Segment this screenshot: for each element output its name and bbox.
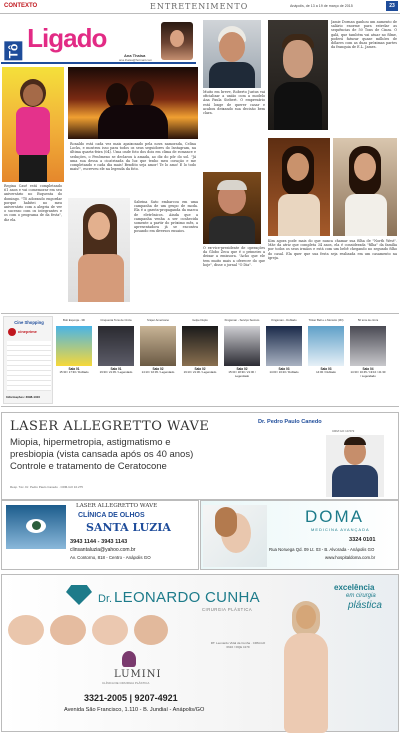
times: 14:10 / 16:45 / Legendado (141, 370, 175, 375)
story-sabrina: Sabrina Sato embarcou em uma campanha de um grupo de moda. Ela é a garota-propaganda da marca de eletrônicos. Ainda que a campanha venha a ser conhecida somente a partir do próximo mês, a apresentadora já se encontra posando em diversos ensaios. (134, 200, 198, 234)
page-number: 23 (386, 1, 398, 11)
eye-photo (6, 505, 66, 549)
ad-laser-footer: Resp. Téc. Dr. Pedro Paulo Canedo · CRM-GO 10.275 (10, 485, 83, 489)
story-globo-exec: O ex-vice-presidente de operações da Globo Zeca que é o primeiro a deixar a emissora. "Acho que ele tem muito mais a oferecer do que hoje", disse o jornal "O Dia". (203, 246, 265, 267)
story-dornan: Jamie Dornan ganhou um aumento de salário enorme para estrelar as sequências de 50 Tons de Cinza. O galã, que também vai atuar no filme, poderá faturar quase milhões de dólares com as duas próximas partes da franquia de E.L. James. (331, 20, 397, 50)
page-header (0, 0, 400, 14)
story-ronaldo: Ronaldo está cada vez mais apaixonado pela nova namorada, Celina Locks, e mostrou isso para todos os seus seguidores do Instagram, na última quarta-feira (04). Uma onde foto dos dois em clima de romance e seduções, o Fenômeno se declarou à amada, ao diz do pôr do sol. "Já uma sua dessa a cicatrizada da luz que tenho meu coração e me completando e cada dia mais! Bendito seja amor! Te lo amo! E lo todo mais!", escreveu ele na legenda da foto. (70, 142, 196, 172)
movie-showtime (182, 368, 218, 375)
skin-photo-strip (8, 615, 168, 645)
movie-showtime (140, 368, 176, 375)
sala-number: Sala 03 (278, 367, 290, 371)
ad-clinica-address: Av. Contorno, 818 - Centro - Anápolis GO (70, 555, 151, 560)
sala-number: Sala 04 (362, 367, 374, 371)
ad-cunha-resp: RT: Leonardo Vidal da Cunha · CRM-GO 6616 / RQE 4179 (210, 641, 266, 649)
movie-title: Kingsman - Dublado (271, 318, 297, 322)
column-title-ligado: Ligado (27, 23, 107, 53)
ad-cunha-tag3: plástica (348, 600, 382, 611)
newspaper-logo: CONTEXTO (4, 3, 38, 9)
times: 14:00 / 16:20 / Dublado (269, 370, 299, 375)
ad-laser-line3: Controle e tratamento de Ceratocone (10, 461, 167, 472)
movie-title: Sniper Americano (146, 318, 170, 322)
movie-showtime (98, 368, 134, 375)
movie-showtime (266, 368, 302, 375)
movie-poster[interactable] (56, 326, 92, 366)
cinema-brand-sub: cineprime (18, 329, 37, 334)
ad-leonardo-cunha[interactable] (1, 574, 399, 732)
ad-doma[interactable] (200, 500, 399, 570)
section-title: ENTRETENIMENTO (150, 2, 249, 11)
times: 14:00 / Dublado (316, 370, 336, 375)
author-email: ana.thaisa@hotmail.com (119, 58, 153, 62)
ad-clinica-name: SANTA LUZIA (86, 521, 171, 534)
edition-date: Anápolis, de 13 a 19 de março de 2015 (290, 4, 353, 8)
model-photo (270, 599, 350, 733)
times: 19:10 / 21:30 / Legendado (183, 370, 217, 375)
ad-cunha-address: Avenida São Francisco, 1.110 - B. Jundiaí - Anápolis/GO (64, 707, 205, 713)
movie-title: Cinquenta Tons de Cinza (100, 318, 132, 322)
photo-globo-exec (203, 172, 261, 244)
movie-poster[interactable] (140, 326, 176, 366)
doctor-photo (326, 435, 384, 497)
ad-clinica-email: clinsantaluzia@yahoo.com.br (70, 547, 136, 553)
photo-justus (203, 20, 261, 88)
ad-laser-line1: Miopia, hipermetropia, astigmatismo e (10, 437, 171, 448)
woman-profile-photo (203, 505, 267, 567)
author-photo (161, 22, 193, 60)
ad-laser-allegretto[interactable] (1, 412, 399, 500)
ad-cunha-clinic-sub: CLÍNICA DE CIRURGIA PLÁSTICA (102, 681, 150, 685)
ad-cunha-prefix: Dr. (98, 593, 113, 605)
sala-number: Sala 01 (110, 367, 122, 371)
movie-poster[interactable] (182, 326, 218, 366)
movie-title: Tinker Bell e o Monstro (3D) (308, 318, 344, 322)
ad-doma-phone: 3324 0101 (349, 537, 376, 543)
photo-kim-2 (333, 138, 397, 236)
photo-sabrina (68, 198, 130, 302)
sala-number: Sala 02 (236, 367, 248, 371)
times: 19:30 / 21:45 / Legendado (99, 370, 133, 375)
movie-poster[interactable] (98, 326, 134, 366)
lumini-logo-icon (122, 651, 136, 667)
sala-number: Sala 01 (68, 367, 80, 371)
movie-title: Golpe Duplo (192, 318, 208, 322)
ad-laser-line2: presbiopia (vista cansada após os 40 anos) (10, 449, 194, 460)
cinema-brand-name: Cine Shopping (14, 320, 44, 325)
cinema-ticket-table (7, 341, 51, 391)
ad-cunha-name: LEONARDO CUNHA (114, 589, 260, 606)
photo-ronaldo (68, 67, 198, 139)
ad-clinica-title: CLÍNICA DE OLHOS (78, 512, 145, 519)
movie-poster[interactable] (350, 326, 386, 366)
cineprime-logo-icon (8, 328, 16, 336)
ad-cunha-clinic: LUMINI (114, 669, 162, 680)
movie-showtime (224, 368, 260, 378)
sala-number: Sala 02 (194, 367, 206, 371)
photo-dornan (268, 20, 328, 130)
column-banner (1, 20, 196, 64)
times: 14:30 / 16:45 / 19:10 / 21:30 / Legendado (350, 370, 386, 378)
movie-poster[interactable] (224, 326, 260, 366)
photo-kim-1 (268, 138, 330, 236)
cinema-info: Informações: 3098-1310 (6, 395, 41, 399)
photo-regina (2, 67, 64, 182)
ad-cunha-phones: 3321-2005 | 9207-4921 (84, 693, 178, 703)
column-title (4, 23, 107, 59)
story-justus: Muito em breve, Roberto Justus vai oficializar a união com a modelo Ana Paula Siebert. O empresário está longe de querer casar e acabou deixando sua decisão bem clara. (203, 90, 265, 116)
ad-doma-brand: DOMA (305, 507, 364, 526)
times: 15:30 / 18:30 / 21:00 / Legendado (228, 370, 256, 378)
sala-number: Sala 03 (320, 367, 332, 371)
story-kim: Kim agora pode mais do que nunca chamar sua filha de "North West". Mãe da atriz que completa 34 anos, ela é considerada "filha" da família por todos os seus irmãos e está com um bebê chegando no segundo filho do casal. Ela quer que sua festa seja realizada em um casamento na igreja. (268, 239, 397, 260)
movie-title: 50 tons de cinza (357, 318, 379, 322)
ad-clinica-laser: LASER ALLEGRETTO WAVE (76, 503, 158, 509)
ad-cunha-sub: CIRURGIA PLÁSTICA (202, 607, 253, 612)
movie-showtime (350, 368, 386, 378)
story-regina: Regina Casé está completando 61 anos e vai comemorar em seu aniversário no Esquenta do domingo. "Tô adorando engordar porque habitei no meu aniversário com a alegria de ver o sucesso com os integrantes e os com o programa de da festa", diz ela. (4, 184, 62, 222)
movie-poster[interactable] (266, 326, 302, 366)
ad-doma-sub: MEDICINA AVANÇADA (311, 527, 370, 532)
ad-cunha-tag1: excelência (334, 583, 375, 592)
cinema-brand (3, 316, 53, 404)
movie-showtime (308, 368, 344, 375)
ad-doma-site: www.hospitaldoma.com.br (325, 555, 376, 560)
ad-clinica-phone: 3943 1144 - 3943 1143 (70, 539, 128, 545)
diamond-icon (66, 585, 92, 605)
sala-number: Sala 02 (152, 367, 164, 371)
times: 15:30 / 17:30 / Dublado (59, 370, 89, 375)
column-title-to: Tô (6, 43, 21, 59)
movie-title: Kingsman - Serviço Secreto (224, 318, 260, 322)
ad-clinica-santa-luzia[interactable] (1, 500, 199, 570)
author-name: Ana Thaisa (124, 53, 146, 58)
movie-title: Bob Esponja - 3D (63, 318, 85, 322)
ad-laser-doctor: Dr. Pedro Paulo Canedo (258, 419, 322, 425)
movie-poster[interactable] (308, 326, 344, 366)
ad-cunha-tag2: em cirurgia (346, 593, 376, 599)
ad-doma-address: Rua Noruega Qd. 09 Lt. 03 - B. Alvorada - Anápolis GO (269, 547, 375, 552)
ad-laser-crm: CRM GO 10.572 (332, 429, 355, 433)
movie-showtime (56, 368, 92, 375)
ad-laser-headline: LASER ALLEGRETTO WAVE (10, 419, 210, 434)
